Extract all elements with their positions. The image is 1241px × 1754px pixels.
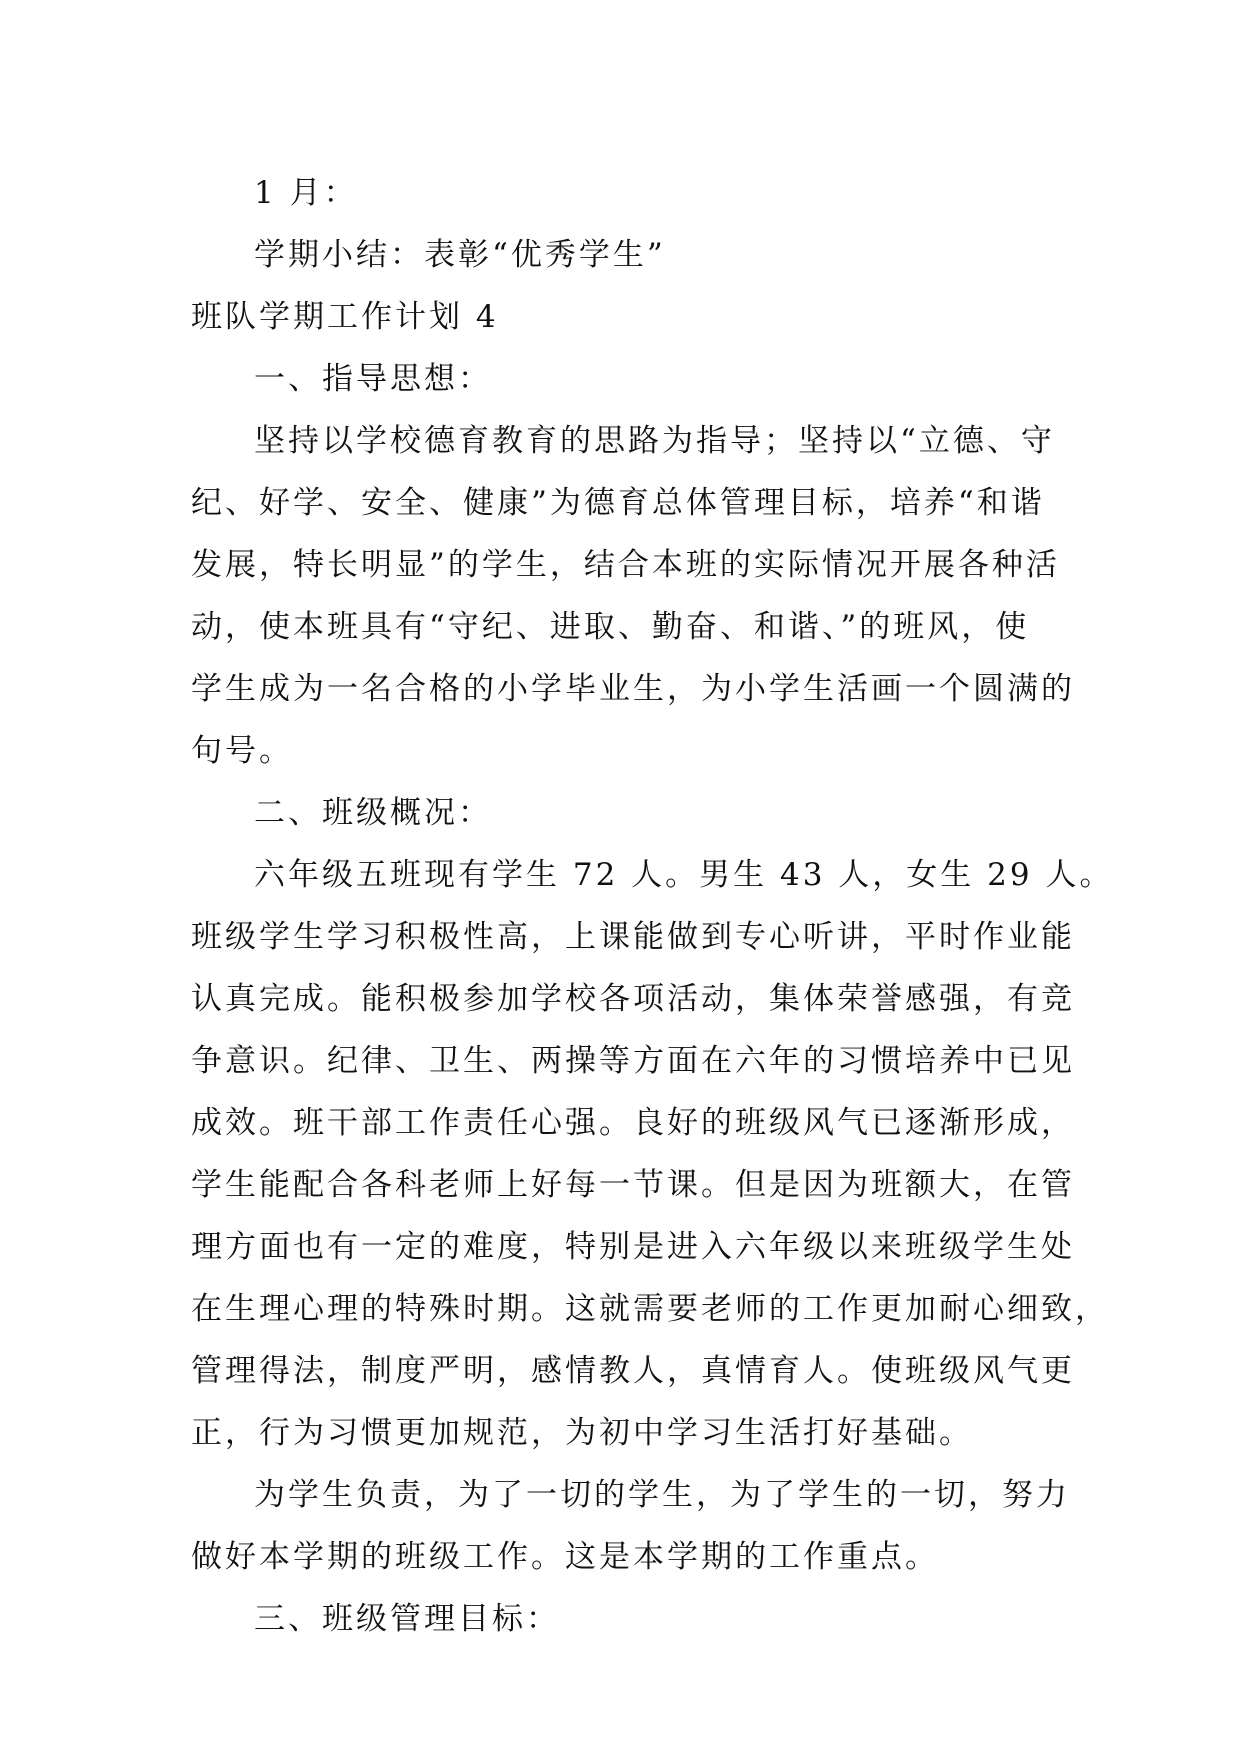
paragraph-line: 坚持以学校德育教育的思路为指导；坚持以“立德、守 (254, 423, 1055, 459)
section1-heading: 一、指导思想： (254, 361, 492, 397)
paragraph-line: 管理得法，制度严明，感情教人，真情育人。使班级风气更 (191, 1353, 1075, 1389)
paragraph-line: 成效。班干部工作责任心强。良好的班级风气已逐渐形成， (191, 1105, 1075, 1141)
paragraph-line: 学生成为一名合格的小学毕业生，为小学生活画一个圆满的 (191, 671, 1075, 707)
summary-line: 学期小结：表彰“优秀学生” (254, 237, 666, 273)
paragraph-line: 理方面也有一定的难度，特别是进入六年级以来班级学生处 (191, 1229, 1075, 1265)
paragraph-line: 动，使本班具有“守纪、进取、勤奋、和谐、”的班风，使 (191, 609, 1030, 645)
month-line: 1 月： (254, 175, 358, 211)
document-body (191, 162, 1114, 1650)
paragraph-line: 学生能配合各科老师上好每一节课。但是因为班额大，在管 (191, 1167, 1075, 1203)
paragraph-line: 做好本学期的班级工作。这是本学期的工作重点。 (191, 1539, 939, 1575)
plan-title: 班队学期工作计划 4 (191, 299, 499, 335)
paragraph-line: 纪、好学、安全、健康”为德育总体管理目标，培养“和谐 (191, 485, 1045, 521)
paragraph-line: 争意识。纪律、卫生、两操等方面在六年的习惯培养中已见 (191, 1043, 1075, 1079)
paragraph-line: 班级学生学习积极性高，上课能做到专心听讲，平时作业能 (191, 919, 1075, 955)
paragraph-line: 正，行为习惯更加规范，为初中学习生活打好基础。 (191, 1415, 973, 1451)
section2-paragraph (191, 844, 1114, 1464)
paragraph-line: 认真完成。能积极参加学校各项活动，集体荣誉感强，有竞 (191, 981, 1075, 1017)
paragraph-line: 为学生负责，为了一切的学生，为了学生的一切，努力 (254, 1477, 1070, 1513)
paragraph-line: 发展，特长明显”的学生，结合本班的实际情况开展各种活 (191, 547, 1060, 583)
paragraph-line: 句号。 (191, 733, 293, 769)
responsibility-paragraph (191, 1464, 1070, 1588)
section2-heading: 二、班级概况： (254, 795, 492, 831)
paragraph-line: 在生理心理的特殊时期。这就需要老师的工作更加耐心细致， (191, 1291, 1109, 1327)
section1-paragraph (191, 410, 1075, 782)
section3-heading: 三、班级管理目标： (254, 1601, 560, 1637)
paragraph-line: 六年级五班现有学生 72 人。男生 43 人，女生 29 人。 (254, 857, 1114, 893)
